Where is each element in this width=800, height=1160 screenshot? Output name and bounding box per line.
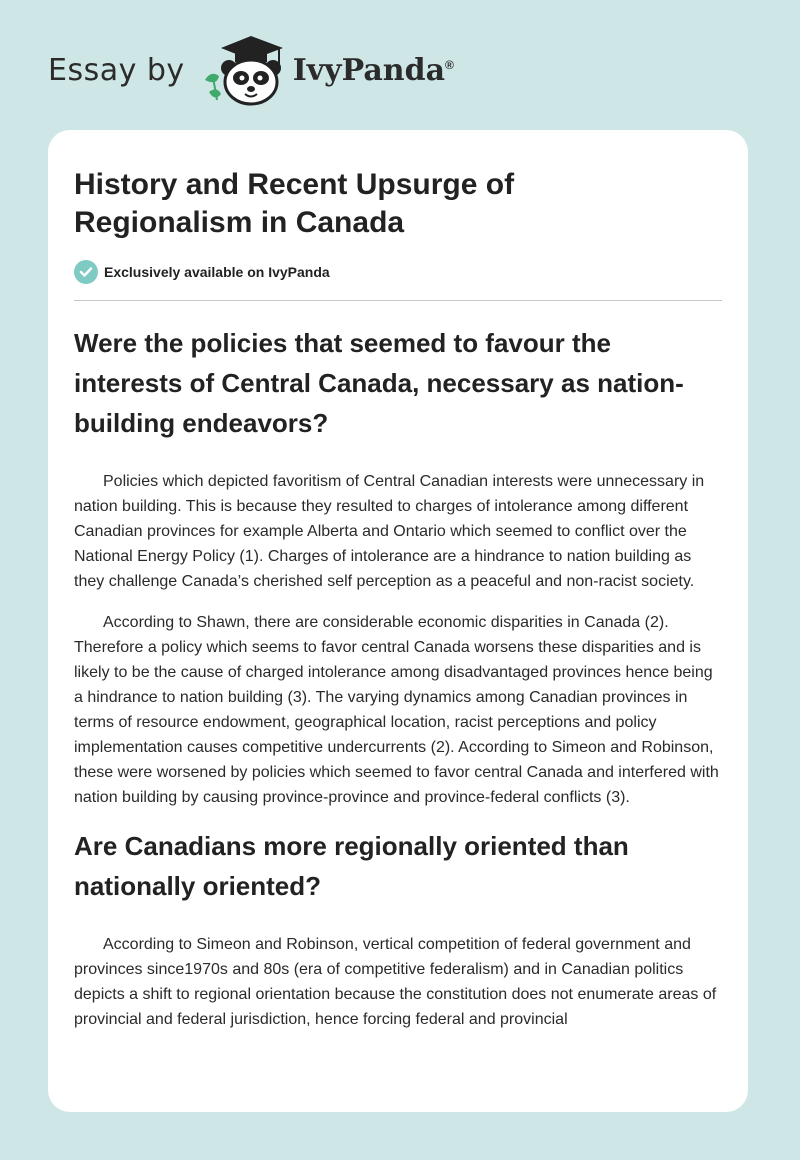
divider [74,300,722,301]
brand-name[interactable]: IvyPanda® [292,52,454,88]
section-heading: Are Canadians more regionally oriented than nationally oriented? [74,831,629,901]
essay-by-label: Essay by [48,52,185,88]
site-header [48,34,454,106]
panda-logo-icon[interactable] [199,34,289,106]
exclusive-badge [74,260,722,284]
check-icon [74,260,98,284]
registered-mark: ® [445,57,454,72]
paragraph: According to Simeon and Robinson, vertical competition of federal government and provinces since1970s and 80s (era of competitive federalism) and in Canadian politics depicts a shift to regional orientation because the constitution does not enumerate areas of provincial and federal jurisdiction, hence forcing federal and provincial [74,936,717,1028]
section-heading: Were the policies that seemed to favour the interests of Central Canada, necessary as nation-building endeavors? [74,328,684,438]
page-title: History and Recent Upsurge of Regionalism in Canada [74,168,515,239]
paragraph: According to Shawn, there are considerable economic disparities in Canada (2). Therefore a policy which seems to favor central Canada worsens these disparities and is likely to be the cause of charged intolerance among disadvantaged provinces hence being a hindrance to nation building (3). The varying dynamics among Canadian provinces in terms of resource endowment, geographical location, racist perceptions and policy implementation causes competitive undercurrents (2). According to Simeon and Robinson, these were worsened by policies which seemed to favor central Canada and interfered with nation building by causing province-province and province-federal conflicts (3). [74,614,719,806]
essay-card [48,130,748,1112]
exclusive-badge-label: Exclusively available on IvyPanda [104,264,330,280]
paragraph: Policies which depicted favoritism of Central Canadian interests were unnecessary in nation building. This is because they resulted to charges of intolerance among different Canadian provinces for example Alberta and Ontario which seemed to conflict over the National Energy Policy (1). Charges of intolerance are a hindrance to nation building as they challenge Canada’s cherished self perception as a peaceful and non-racist society. [74,473,705,590]
